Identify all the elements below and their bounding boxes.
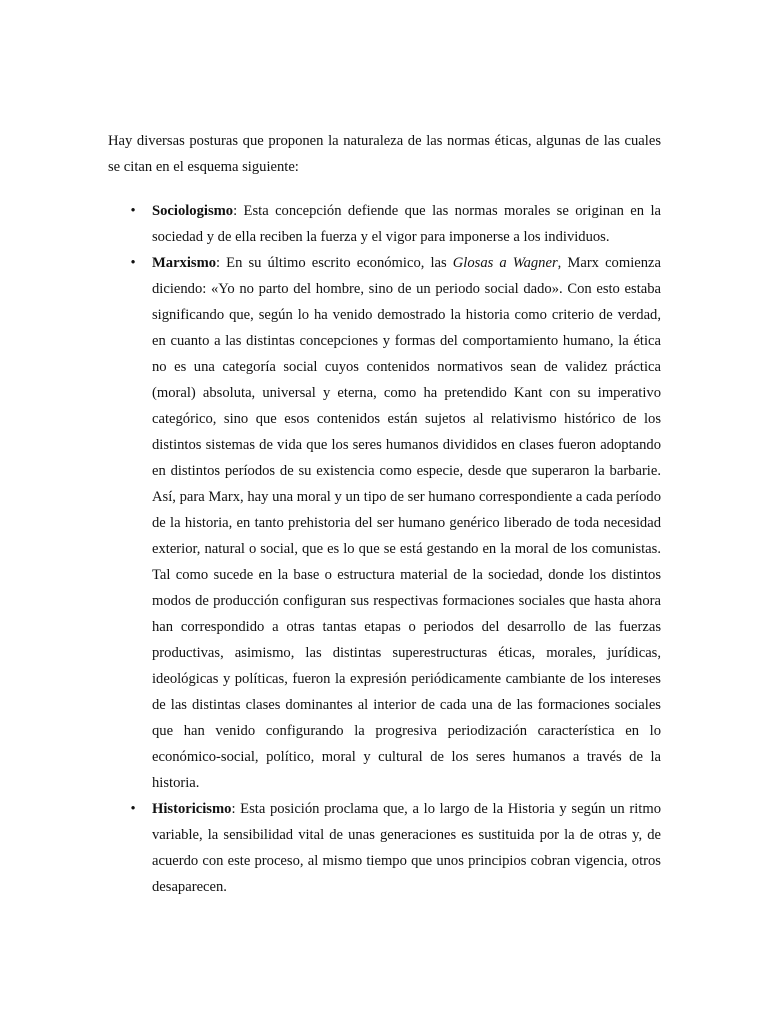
item-text: : Esta posición proclama que, a lo largo de la Historia y según un ritmo variable, la sensibilidad vital de unas generaciones es sustituida por la de otras y, de acuerdo con este proceso, al mismo tiempo que unos principios cobran vigencia, otros desaparecen.: [152, 801, 661, 895]
term-marxismo: Marxismo: [152, 255, 217, 271]
bullet-icon: •: [130, 255, 136, 271]
bullet-icon: •: [130, 203, 136, 219]
list-item-sociologismo: [108, 198, 661, 250]
item-text: : Esta concepción defiende que las normas morales se originan en la sociedad y de ella reciben la fuerza y el vigor para imponerse a los individuos.: [152, 203, 661, 245]
list-item-marxismo: [108, 250, 661, 796]
bullet-icon: •: [130, 801, 136, 817]
item-text-before: : En su último escrito económico, las: [216, 255, 453, 271]
intro-paragraph: Hay diversas posturas que proponen la naturaleza de las normas éticas, algunas de las cuales se citan en el esquema siguiente:: [108, 133, 661, 175]
term-sociologismo: Sociologismo: [152, 203, 234, 219]
postures-list: [108, 198, 661, 900]
work-title: Glosas a Wagner: [452, 255, 558, 271]
list-item-historicismo: [108, 796, 661, 900]
term-historicismo: Historicismo: [152, 801, 232, 817]
item-text-after: , Marx comienza diciendo: «Yo no parto del hombre, sino de un periodo social dado». Con esto estaba significando que, según lo ha venido demostrado la historia como criterio de verdad, en cuanto a las distintas concepciones y formas del comportamiento humano, la ética no es una categoría social cuyos contenidos normativos sean de validez práctica (moral) absoluta, universal y eterna, como ha pretendido Kant con su imperativo categórico, sino que esos contenidos están sujetos al relativismo histórico de los distintos sistemas de vida que los seres humanos divididos en clases fueron adoptando en distintos períodos de su existencia como especie, desde que superaron la barbarie. Así, para Marx, hay una moral y un tipo de ser humano correspondiente a cada período de la historia, en tanto prehistoria del ser humano genérico liberado de toda necesidad exterior, natural o social, que es lo que se está gestando en la moral de los comunistas. Tal como sucede en la base o estructura material de la sociedad, donde los distintos modos de producción configuran sus respectivas formaciones sociales que hasta ahora han correspondido a otras tantas etapas o periodos del desarrollo de las fuerzas productivas, asimismo, las distintas superestructuras éticas, morales, jurídicas, ideológicas y políticas, fueron la expresión periódicamente cambiante de los intereses de las distintas clases dominantes al interior de cada una de las formaciones sociales que han venido configurando la progresiva periodización característica en lo económico-social, político, moral y cultural de los seres humanos a través de la historia.: [152, 255, 661, 791]
